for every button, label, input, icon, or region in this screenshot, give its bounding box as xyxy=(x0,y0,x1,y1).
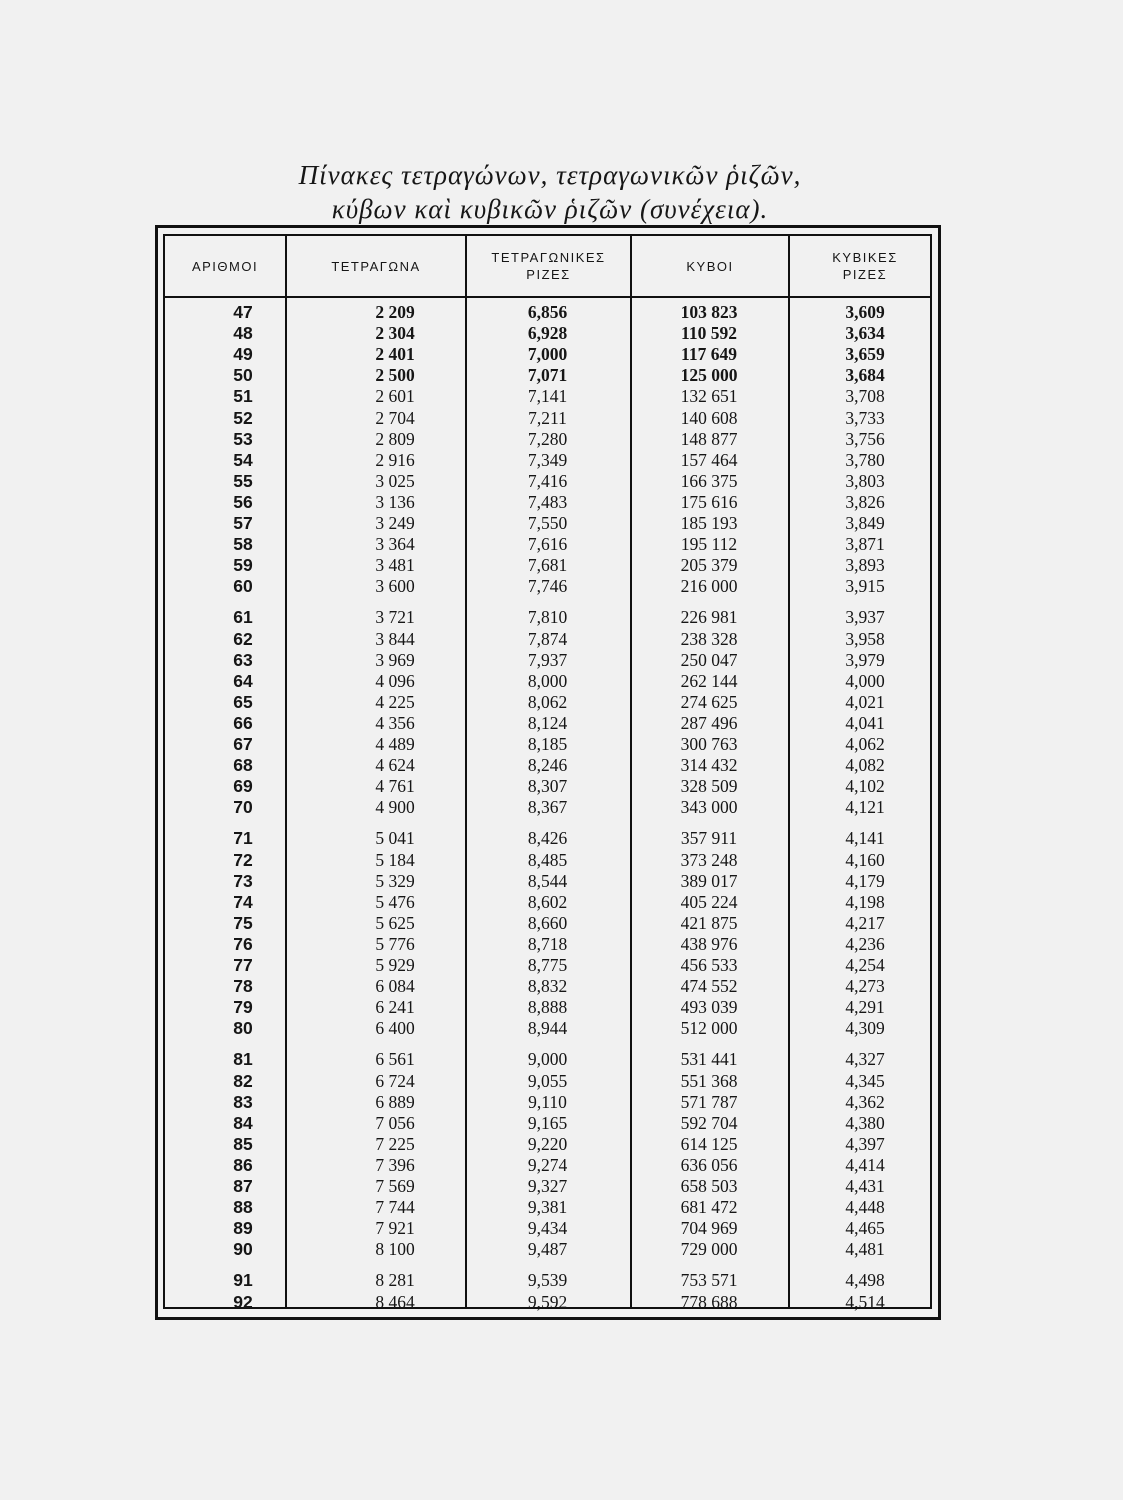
square-cell: 3 721 xyxy=(375,607,415,628)
number-cell: 92 xyxy=(233,1291,253,1312)
cube-cell: 238 328 xyxy=(680,628,738,649)
cube-root-cell: 4,498 xyxy=(845,1270,885,1291)
square-cell: 2 601 xyxy=(375,386,415,407)
number-cell: 78 xyxy=(233,976,253,997)
table-row xyxy=(165,1113,930,1134)
table-row xyxy=(165,429,930,450)
table-row xyxy=(165,323,930,344)
number-cell: 47 xyxy=(233,302,253,322)
square-cell: 5 329 xyxy=(375,870,415,891)
cube-root-cell: 4,291 xyxy=(845,997,885,1018)
square-cell: 7 225 xyxy=(375,1133,415,1154)
cube-cell: 389 017 xyxy=(680,870,738,891)
table-row xyxy=(165,828,930,849)
table-row xyxy=(165,976,930,997)
square-cell: 3 364 xyxy=(375,534,415,555)
number-cell: 80 xyxy=(233,1018,253,1039)
data-table xyxy=(163,234,932,1312)
cube-cell: 328 509 xyxy=(680,776,738,797)
square-root-cell: 9,110 xyxy=(528,1091,567,1112)
number-cell: 57 xyxy=(233,513,253,533)
square-root-cell: 8,426 xyxy=(527,828,568,849)
table-row xyxy=(165,1134,930,1155)
table-row xyxy=(165,713,930,734)
cube-root-cell: 3,756 xyxy=(845,428,885,449)
header-square-roots-line-2: ΡΙΖΕΣ xyxy=(526,267,571,282)
square-root-cell: 8,062 xyxy=(527,691,568,712)
cube-root-cell: 3,803 xyxy=(845,470,885,491)
square-root-cell: 6,928 xyxy=(527,323,568,344)
square-root-cell: 9,000 xyxy=(527,1049,568,1070)
square-cell: 7 396 xyxy=(375,1154,415,1175)
number-cell: 63 xyxy=(233,649,253,670)
header-cubes xyxy=(632,236,788,296)
cube-root-cell: 4,362 xyxy=(845,1091,885,1112)
cube-cell: 421 875 xyxy=(680,912,738,933)
cube-cell: 314 432 xyxy=(680,755,738,776)
cube-root-cell: 3,684 xyxy=(845,365,885,386)
cube-cell: 681 472 xyxy=(680,1197,738,1218)
cube-root-cell: 4,062 xyxy=(845,734,885,754)
table-row xyxy=(165,607,930,628)
square-root-cell: 9,165 xyxy=(527,1112,568,1133)
table-row xyxy=(165,650,930,671)
square-cell: 3 600 xyxy=(375,576,415,597)
table-row xyxy=(165,1049,930,1070)
table-row xyxy=(165,755,930,776)
cube-root-cell: 4,102 xyxy=(845,776,885,797)
table-row xyxy=(165,1270,930,1291)
cube-root-cell: 4,431 xyxy=(845,1176,885,1196)
number-cell: 87 xyxy=(233,1176,253,1196)
square-root-cell: 9,274 xyxy=(527,1154,568,1175)
square-cell: 2 809 xyxy=(375,428,415,449)
number-cell: 61 xyxy=(233,607,253,628)
square-root-cell: 8,832 xyxy=(527,976,568,997)
square-cell: 6 889 xyxy=(375,1091,415,1112)
square-root-cell: 9,220 xyxy=(527,1133,568,1154)
number-cell: 88 xyxy=(233,1197,253,1218)
cube-root-cell: 3,979 xyxy=(845,649,885,670)
table-row xyxy=(165,555,930,576)
square-cell: 6 561 xyxy=(375,1049,415,1070)
table-row xyxy=(165,997,930,1018)
header-squares-label: ΤΕΤΡΑΓΩΝΑ xyxy=(331,258,421,274)
square-cell: 4 356 xyxy=(375,712,415,733)
header-cubes-label: ΚΥΒΟΙ xyxy=(686,258,734,274)
square-cell: 8 100 xyxy=(375,1239,415,1260)
number-cell: 69 xyxy=(233,776,253,797)
cube-root-cell: 4,273 xyxy=(845,976,885,997)
cube-root-cell: 3,659 xyxy=(845,344,885,365)
square-root-cell: 7,141 xyxy=(527,386,568,407)
cube-cell: 592 704 xyxy=(680,1112,738,1133)
table-row xyxy=(165,344,930,365)
cube-cell: 704 969 xyxy=(680,1218,738,1239)
square-root-cell: 8,602 xyxy=(527,891,568,912)
cube-cell: 274 625 xyxy=(680,691,738,712)
number-cell: 70 xyxy=(233,797,253,818)
square-cell: 7 056 xyxy=(375,1112,415,1133)
square-root-cell: 9,592 xyxy=(527,1291,568,1312)
number-cell: 75 xyxy=(233,912,253,933)
cube-root-cell: 4,198 xyxy=(845,891,885,912)
number-cell: 59 xyxy=(233,555,253,576)
number-cell: 51 xyxy=(233,386,253,407)
square-root-cell: 8,544 xyxy=(527,870,568,891)
cube-root-cell: 3,634 xyxy=(845,323,885,344)
cube-cell: 166 375 xyxy=(680,470,738,491)
square-cell: 8 281 xyxy=(375,1270,415,1291)
table-row xyxy=(165,692,930,713)
cube-cell: 493 039 xyxy=(680,997,738,1018)
cube-cell: 456 533 xyxy=(680,955,738,975)
square-root-cell: 6,856 xyxy=(527,302,568,322)
square-cell: 7 744 xyxy=(375,1197,415,1218)
cube-root-cell: 4,327 xyxy=(845,1049,885,1070)
square-cell: 2 916 xyxy=(375,449,415,470)
cube-cell: 343 000 xyxy=(680,797,738,818)
cube-root-cell: 4,121 xyxy=(845,797,885,818)
cube-root-cell: 3,708 xyxy=(845,386,885,407)
square-root-cell: 8,000 xyxy=(527,670,568,691)
number-cell: 48 xyxy=(233,323,253,344)
square-cell: 4 225 xyxy=(375,691,415,712)
number-cell: 56 xyxy=(233,491,253,512)
cube-root-cell: 4,414 xyxy=(845,1154,885,1175)
cube-root-cell: 3,780 xyxy=(845,449,885,470)
square-cell: 7 569 xyxy=(375,1176,415,1196)
cube-cell: 300 763 xyxy=(680,734,738,754)
cube-cell: 373 248 xyxy=(680,849,738,870)
square-cell: 4 900 xyxy=(375,797,415,818)
cube-root-cell: 4,217 xyxy=(845,912,885,933)
table-row xyxy=(165,1071,930,1092)
cube-cell: 405 224 xyxy=(680,891,738,912)
header-cube-roots xyxy=(790,236,940,296)
cube-cell: 195 112 xyxy=(680,534,738,555)
number-cell: 82 xyxy=(233,1070,253,1091)
square-cell: 5 625 xyxy=(375,912,415,933)
cube-root-cell: 4,236 xyxy=(845,933,885,954)
square-root-cell: 7,211 xyxy=(528,407,567,428)
number-cell: 58 xyxy=(233,534,253,555)
square-root-cell: 8,888 xyxy=(527,997,568,1018)
number-cell: 54 xyxy=(233,449,253,470)
square-root-cell: 9,487 xyxy=(527,1239,568,1260)
number-cell: 73 xyxy=(233,870,253,891)
table-row xyxy=(165,534,930,555)
number-cell: 86 xyxy=(233,1154,253,1175)
square-root-cell: 8,307 xyxy=(527,776,568,797)
table-row xyxy=(165,1018,930,1039)
header-cube-roots-line-1: ΚΥΒΙΚΕΣ xyxy=(832,250,898,265)
cube-cell: 729 000 xyxy=(680,1239,738,1260)
square-cell: 3 025 xyxy=(375,470,415,491)
number-cell: 49 xyxy=(233,344,253,365)
square-root-cell: 7,874 xyxy=(527,628,568,649)
square-cell: 4 624 xyxy=(375,755,415,776)
cube-cell: 778 688 xyxy=(680,1291,738,1312)
cube-cell: 250 047 xyxy=(680,649,738,670)
table-row xyxy=(165,1155,930,1176)
cube-root-cell: 4,160 xyxy=(845,849,885,870)
cube-cell: 753 571 xyxy=(680,1270,738,1291)
square-root-cell: 9,055 xyxy=(527,1070,568,1091)
square-cell: 6 724 xyxy=(375,1070,415,1091)
cube-cell: 205 379 xyxy=(680,555,738,576)
cube-cell: 658 503 xyxy=(680,1176,738,1196)
square-cell: 2 401 xyxy=(375,344,415,365)
cube-root-cell: 3,849 xyxy=(845,513,885,533)
cube-root-cell: 4,309 xyxy=(845,1018,885,1039)
table-row xyxy=(165,871,930,892)
table-row xyxy=(165,302,930,323)
square-root-cell: 8,124 xyxy=(527,712,568,733)
square-root-cell: 9,381 xyxy=(527,1197,568,1218)
cube-cell: 636 056 xyxy=(680,1154,738,1175)
number-cell: 77 xyxy=(233,955,253,975)
square-cell: 3 249 xyxy=(375,513,415,533)
cube-cell: 262 144 xyxy=(680,670,738,691)
square-cell: 5 929 xyxy=(375,955,415,975)
square-cell: 3 136 xyxy=(375,491,415,512)
header-square-roots-line-1: ΤΕΤΡΑΓΩΝΙΚΕΣ xyxy=(491,250,606,265)
square-cell: 5 041 xyxy=(375,828,415,849)
square-root-cell: 9,434 xyxy=(527,1218,568,1239)
cube-cell: 357 911 xyxy=(680,828,738,849)
number-cell: 74 xyxy=(233,891,253,912)
title-line-2: κύβων καὶ κυβικῶν ῥιζῶν (συνέχεια). xyxy=(331,194,769,224)
cube-root-cell: 3,871 xyxy=(845,534,885,555)
cube-root-cell: 3,937 xyxy=(845,607,885,628)
square-cell: 6 084 xyxy=(375,976,415,997)
table-row xyxy=(165,629,930,650)
header-cube-roots-line-2: ΡΙΖΕΣ xyxy=(842,267,888,282)
table-row xyxy=(165,471,930,492)
number-cell: 85 xyxy=(233,1133,253,1154)
cube-root-cell: 4,397 xyxy=(845,1133,885,1154)
square-cell: 2 500 xyxy=(375,365,415,386)
cube-cell: 185 193 xyxy=(680,513,738,533)
square-cell: 3 844 xyxy=(375,628,415,649)
table-row xyxy=(165,576,930,597)
square-root-cell: 7,746 xyxy=(527,576,568,597)
cube-cell: 148 877 xyxy=(680,428,738,449)
cube-cell: 157 464 xyxy=(680,449,738,470)
cube-root-cell: 3,958 xyxy=(845,628,885,649)
cube-cell: 140 608 xyxy=(680,407,738,428)
square-root-cell: 8,660 xyxy=(527,912,568,933)
table-row xyxy=(165,408,930,429)
number-cell: 81 xyxy=(233,1049,253,1070)
table-row xyxy=(165,671,930,692)
number-cell: 52 xyxy=(233,407,253,428)
number-cell: 76 xyxy=(233,933,253,954)
table-row xyxy=(165,1092,930,1113)
cube-cell: 474 552 xyxy=(680,976,738,997)
cube-root-cell: 4,380 xyxy=(845,1112,885,1133)
cube-root-cell: 4,021 xyxy=(845,691,885,712)
square-root-cell: 8,775 xyxy=(527,955,568,975)
square-root-cell: 8,367 xyxy=(527,797,568,818)
cube-cell: 216 000 xyxy=(680,576,738,597)
cube-cell: 175 616 xyxy=(680,491,738,512)
square-root-cell: 7,616 xyxy=(527,534,568,555)
number-cell: 66 xyxy=(233,712,253,733)
table-frame xyxy=(155,225,941,1320)
square-root-cell: 8,944 xyxy=(527,1018,568,1039)
table-row xyxy=(165,955,930,976)
number-cell: 84 xyxy=(233,1112,253,1133)
cube-root-cell: 3,826 xyxy=(845,491,885,512)
cube-root-cell: 4,345 xyxy=(845,1070,885,1091)
cube-root-cell: 4,000 xyxy=(845,670,885,691)
square-root-cell: 7,000 xyxy=(527,344,568,365)
cube-root-cell: 4,041 xyxy=(845,712,885,733)
number-cell: 55 xyxy=(233,470,253,491)
title-line-1: Πίνακες τετραγώνων, τετραγωνικῶν ῥιζῶν, xyxy=(298,160,802,190)
table-row xyxy=(165,365,930,386)
table-row xyxy=(165,913,930,934)
cube-cell: 103 823 xyxy=(680,302,738,322)
table-row xyxy=(165,1176,930,1197)
table-row xyxy=(165,797,930,818)
cube-root-cell: 3,733 xyxy=(845,407,885,428)
table-row xyxy=(165,386,930,407)
cube-cell: 438 976 xyxy=(680,933,738,954)
cube-cell: 287 496 xyxy=(680,712,738,733)
number-cell: 91 xyxy=(233,1270,253,1291)
table-row xyxy=(165,450,930,471)
square-root-cell: 9,327 xyxy=(527,1176,568,1196)
square-cell: 3 969 xyxy=(375,649,415,670)
square-root-cell: 7,681 xyxy=(527,555,568,576)
square-root-cell: 7,071 xyxy=(527,365,568,386)
square-root-cell: 7,550 xyxy=(527,513,568,533)
number-cell: 50 xyxy=(233,365,253,386)
number-cell: 83 xyxy=(233,1091,253,1112)
number-cell: 67 xyxy=(233,734,253,754)
cube-cell: 551 368 xyxy=(680,1070,738,1091)
square-cell: 6 241 xyxy=(375,997,415,1018)
table-row xyxy=(165,934,930,955)
cube-root-cell: 3,609 xyxy=(845,302,885,322)
square-root-cell: 8,185 xyxy=(527,734,568,754)
number-cell: 71 xyxy=(233,828,253,849)
cube-cell: 125 000 xyxy=(680,365,738,386)
table-row xyxy=(165,776,930,797)
square-root-cell: 8,246 xyxy=(527,755,568,776)
number-cell: 89 xyxy=(233,1218,253,1239)
number-cell: 79 xyxy=(233,997,253,1018)
cube-cell: 571 787 xyxy=(680,1091,738,1112)
table-row xyxy=(165,734,930,755)
cube-root-cell: 4,465 xyxy=(845,1218,885,1239)
cube-root-cell: 4,082 xyxy=(845,755,885,776)
cube-cell: 512 000 xyxy=(680,1018,738,1039)
number-cell: 53 xyxy=(233,428,253,449)
square-cell: 2 704 xyxy=(375,407,415,428)
number-cell: 68 xyxy=(233,755,253,776)
square-root-cell: 7,349 xyxy=(527,449,568,470)
header-numbers-label: ΑΡΙΘΜΟΙ xyxy=(191,258,259,274)
square-cell: 5 776 xyxy=(375,933,415,954)
square-cell: 6 400 xyxy=(375,1018,415,1039)
cube-root-cell: 3,893 xyxy=(845,555,885,576)
square-cell: 2 209 xyxy=(375,302,415,322)
table-row xyxy=(165,850,930,871)
square-root-cell: 7,937 xyxy=(527,649,568,670)
cube-cell: 110 592 xyxy=(681,323,737,344)
header-square-roots xyxy=(467,236,630,296)
cube-root-cell: 4,448 xyxy=(845,1197,885,1218)
table-row xyxy=(165,492,930,513)
square-cell: 7 921 xyxy=(375,1218,415,1239)
cube-cell: 614 125 xyxy=(680,1133,738,1154)
cube-root-cell: 3,915 xyxy=(845,576,885,597)
table-row xyxy=(165,1292,930,1313)
number-cell: 64 xyxy=(233,670,253,691)
cube-root-cell: 4,254 xyxy=(845,955,885,975)
square-root-cell: 7,810 xyxy=(527,607,568,628)
square-cell: 4 096 xyxy=(375,670,415,691)
number-cell: 60 xyxy=(233,576,253,597)
table-header xyxy=(165,236,930,298)
cube-cell: 117 649 xyxy=(681,344,737,365)
square-cell: 5 476 xyxy=(375,891,415,912)
table-row xyxy=(165,513,930,534)
cube-root-cell: 4,481 xyxy=(845,1239,885,1260)
table-row xyxy=(165,1197,930,1218)
square-cell: 3 481 xyxy=(375,555,415,576)
square-cell: 2 304 xyxy=(375,323,415,344)
cube-cell: 531 441 xyxy=(680,1049,738,1070)
cube-root-cell: 4,179 xyxy=(845,870,885,891)
header-numbers xyxy=(165,236,285,296)
table-row xyxy=(165,1218,930,1239)
square-root-cell: 7,483 xyxy=(527,491,568,512)
square-root-cell: 8,718 xyxy=(527,933,568,954)
square-root-cell: 7,416 xyxy=(527,470,568,491)
cube-root-cell: 4,514 xyxy=(845,1291,885,1312)
square-cell: 4 761 xyxy=(375,776,415,797)
page-title xyxy=(160,158,940,226)
table-body xyxy=(165,298,930,1312)
number-cell: 65 xyxy=(233,691,253,712)
number-cell: 90 xyxy=(233,1239,253,1260)
table-row xyxy=(165,1239,930,1260)
cube-root-cell: 4,141 xyxy=(845,828,885,849)
table-row xyxy=(165,892,930,913)
header-squares xyxy=(287,236,465,296)
cube-cell: 132 651 xyxy=(680,386,738,407)
square-cell: 5 184 xyxy=(375,849,415,870)
square-root-cell: 9,539 xyxy=(527,1270,568,1291)
square-root-cell: 8,485 xyxy=(527,849,568,870)
number-cell: 72 xyxy=(233,849,253,870)
square-cell: 8 464 xyxy=(375,1291,415,1312)
square-cell: 4 489 xyxy=(375,734,415,754)
square-root-cell: 7,280 xyxy=(527,428,568,449)
number-cell: 62 xyxy=(233,628,253,649)
cube-cell: 226 981 xyxy=(680,607,738,628)
